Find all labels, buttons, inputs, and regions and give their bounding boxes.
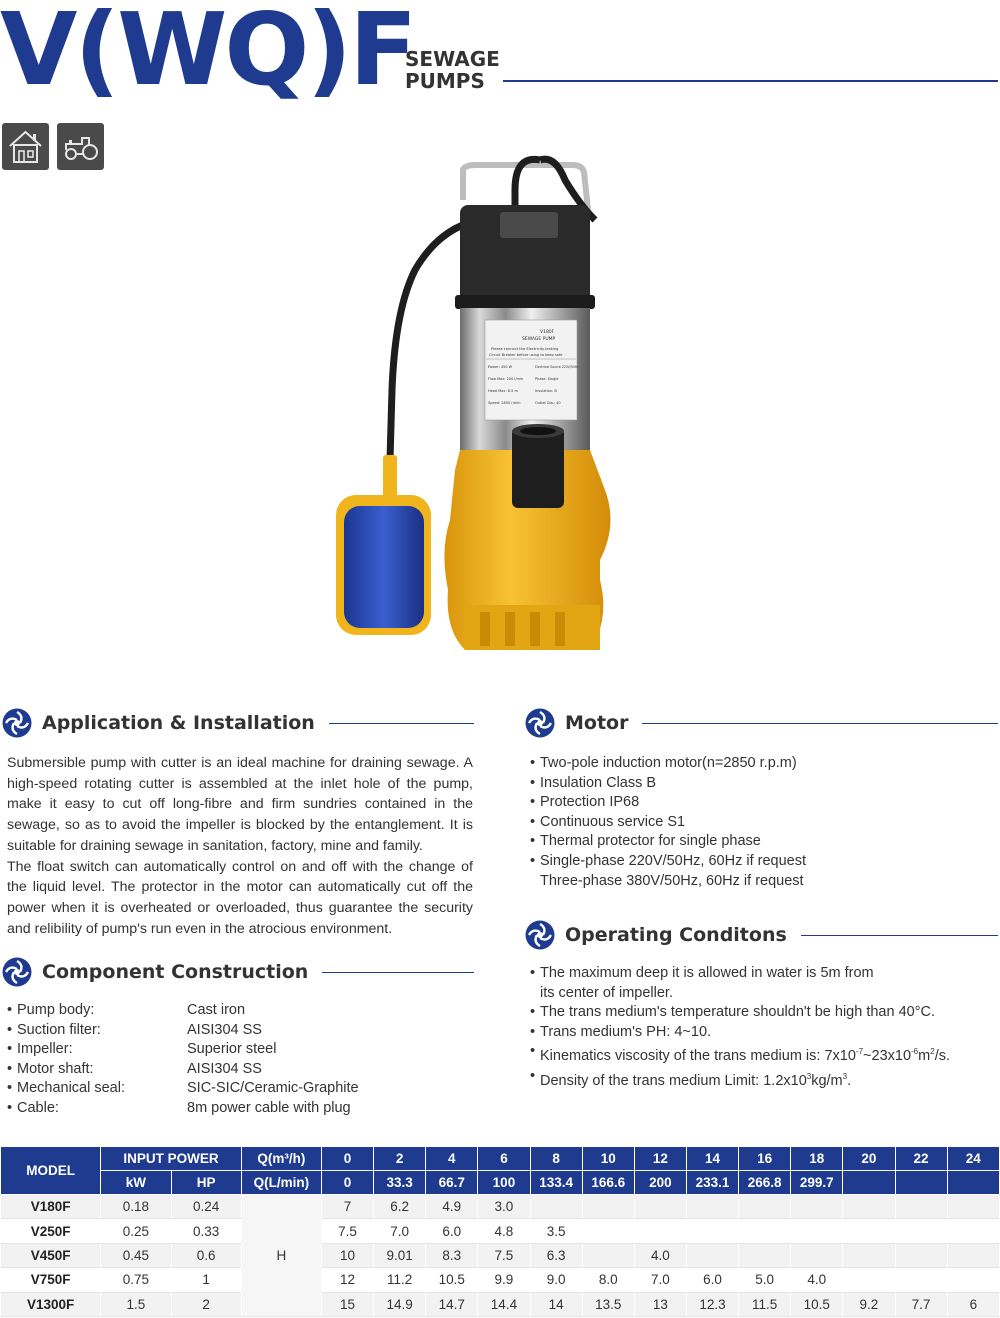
operating-item: • The trans medium's temperature shouldn't be high than 40°C. xyxy=(530,1003,950,1023)
q-m3h-cell: 20 xyxy=(843,1147,895,1171)
head-value-cell xyxy=(947,1268,999,1292)
head-value-cell xyxy=(895,1268,947,1292)
application-divider xyxy=(329,723,474,724)
head-value-cell: 7.5 xyxy=(478,1243,530,1267)
hp-cell: 2 xyxy=(171,1292,241,1316)
head-value-cell: 9.2 xyxy=(843,1292,895,1316)
operating-list xyxy=(530,964,950,1091)
head-value-cell xyxy=(791,1195,843,1219)
model-cell: V1300F xyxy=(1,1292,101,1316)
q-lmin-cell: 166.6 xyxy=(582,1171,634,1195)
table-row xyxy=(1,1195,1000,1219)
operating-divider xyxy=(801,935,998,936)
pump-label-flow: Flow Max: 200 l/min xyxy=(488,377,524,381)
motor-heading xyxy=(525,708,998,738)
q-lmin-cell: 299.7 xyxy=(791,1171,843,1195)
head-value-cell: 14 xyxy=(530,1292,582,1316)
head-value-cell: 7.0 xyxy=(374,1219,426,1243)
motor-item: • Single-phase 220V/50Hz, 60Hz if request xyxy=(530,852,806,872)
application-heading xyxy=(2,708,474,738)
head-value-cell xyxy=(947,1219,999,1243)
hp-cell: 0.24 xyxy=(171,1195,241,1219)
head-value-cell xyxy=(947,1243,999,1267)
kw-cell: 0.45 xyxy=(101,1243,171,1267)
model-cell: V450F xyxy=(1,1243,101,1267)
head-value-cell: 9.01 xyxy=(374,1243,426,1267)
model-header: MODEL xyxy=(1,1147,101,1195)
head-value-cell: 10.5 xyxy=(791,1292,843,1316)
motor-item: • Insulation Class B xyxy=(530,774,806,794)
pump-label-model: V180F xyxy=(540,330,555,335)
component-row xyxy=(7,1099,359,1119)
swirl-icon xyxy=(2,957,32,987)
q-m3h-cell: 18 xyxy=(791,1147,843,1171)
head-value-cell: 7 xyxy=(321,1195,373,1219)
motor-item: • Protection IP68 xyxy=(530,793,806,813)
head-value-cell: 3.0 xyxy=(478,1195,530,1219)
q-m3h-cell: 16 xyxy=(739,1147,791,1171)
q-lmin-cell: 133.4 xyxy=(530,1171,582,1195)
head-value-cell xyxy=(686,1219,738,1243)
pump-label-speed: Speed: 2850 r/min xyxy=(488,401,521,405)
head-value-cell: 3.5 xyxy=(530,1219,582,1243)
head-value-cell: 10.5 xyxy=(426,1268,478,1292)
operating-title: Operating Conditons xyxy=(565,924,787,946)
head-value-cell xyxy=(843,1219,895,1243)
head-value-cell: 15 xyxy=(321,1292,373,1316)
pump-label-insulation: Insulation: B xyxy=(535,389,557,393)
head-value-cell: 4.0 xyxy=(634,1243,686,1267)
q-lmin-cell: 200 xyxy=(634,1171,686,1195)
head-value-cell: 6.2 xyxy=(374,1195,426,1219)
pump-label-name: SEWAGE PUMP xyxy=(522,337,556,342)
h-label-cell: H xyxy=(241,1195,321,1317)
head-value-cell: 10 xyxy=(321,1243,373,1267)
application-title: Application & Installation xyxy=(42,712,315,734)
head-value-cell: 13 xyxy=(634,1292,686,1316)
q-lmin-cell xyxy=(895,1171,947,1195)
operating-item-viscosity: • Kinematics viscosity of the trans medium is: $7x10^{-7}\sim 23x10^{-6}m^2/s$. xyxy=(530,1042,950,1066)
component-value: 8m power cable with plug xyxy=(187,1099,351,1116)
head-value-cell: 12 xyxy=(321,1268,373,1292)
component-key: • Suction filter: xyxy=(7,1021,187,1041)
table-row xyxy=(1,1243,1000,1267)
component-title: Component Construction xyxy=(42,961,309,983)
head-value-cell xyxy=(739,1219,791,1243)
head-value-cell xyxy=(582,1243,634,1267)
model-cell: V250F xyxy=(1,1219,101,1243)
head-value-cell: 8.0 xyxy=(582,1268,634,1292)
table-row xyxy=(1,1219,1000,1243)
swirl-icon xyxy=(2,708,32,738)
pump-illustration xyxy=(300,150,640,670)
head-value-cell: 4.9 xyxy=(426,1195,478,1219)
motor-item-continuation: Three-phase 380V/50Hz, 60Hz if request xyxy=(540,872,804,889)
q-m3h-cell: 10 xyxy=(582,1147,634,1171)
pump-label-outlet: Outlet Dia.: 40 xyxy=(535,401,561,405)
kw-cell: 0.75 xyxy=(101,1268,171,1292)
operating-item-continuation: its center of impeller. xyxy=(540,984,673,1001)
q-m3h-cell: 2 xyxy=(374,1147,426,1171)
component-heading xyxy=(2,957,474,987)
kw-cell: 1.5 xyxy=(101,1292,171,1316)
head-value-cell: 7.7 xyxy=(895,1292,947,1316)
q-lmin-cell: 100 xyxy=(478,1171,530,1195)
head-value-cell: 11.5 xyxy=(739,1292,791,1316)
head-value-cell: 9.9 xyxy=(478,1268,530,1292)
head-value-cell xyxy=(791,1219,843,1243)
model-cell: V750F xyxy=(1,1268,101,1292)
component-key: • Impeller: xyxy=(7,1040,187,1060)
pump-label-phase: Phase: Single xyxy=(535,377,559,381)
q-m3h-cell: 4 xyxy=(426,1147,478,1171)
component-value: AISI304 SS xyxy=(187,1060,262,1077)
pump-label-power: Power: 450 W xyxy=(488,365,513,369)
hp-header: HP xyxy=(171,1171,241,1195)
head-value-cell xyxy=(895,1243,947,1267)
motor-list xyxy=(530,754,806,891)
page-subtitle xyxy=(405,48,500,92)
table-header-row-2 xyxy=(1,1171,1000,1195)
q-m3h-cell: 6 xyxy=(478,1147,530,1171)
head-value-cell: 6.0 xyxy=(686,1268,738,1292)
table-header-row-1 xyxy=(1,1147,1000,1171)
subtitle-line-2: PUMPS xyxy=(405,69,485,93)
component-row xyxy=(7,1079,359,1099)
head-value-cell xyxy=(843,1268,895,1292)
q-m3h-cell: 22 xyxy=(895,1147,947,1171)
q-m3h-cell: 12 xyxy=(634,1147,686,1171)
kw-cell: 0.18 xyxy=(101,1195,171,1219)
component-key: • Mechanical seal: xyxy=(7,1079,187,1099)
subtitle-line-1: SEWAGE xyxy=(405,47,500,71)
hp-cell: 1 xyxy=(171,1268,241,1292)
head-value-cell: 5.0 xyxy=(739,1268,791,1292)
head-value-cell: 6 xyxy=(947,1292,999,1316)
tractor-icon xyxy=(57,123,104,170)
head-value-cell: 11.2 xyxy=(374,1268,426,1292)
swirl-icon xyxy=(525,708,555,738)
component-value: Cast iron xyxy=(187,1002,246,1018)
q-m3h-cell: 24 xyxy=(947,1147,999,1171)
head-value-cell xyxy=(686,1195,738,1219)
component-value: AISI304 SS xyxy=(187,1021,262,1038)
head-value-cell: 6.3 xyxy=(530,1243,582,1267)
head-value-cell: 14.7 xyxy=(426,1292,478,1316)
head-value-cell xyxy=(843,1195,895,1219)
head-value-cell: 4.8 xyxy=(478,1219,530,1243)
head-value-cell: 12.3 xyxy=(686,1292,738,1316)
q-lmin-cell xyxy=(947,1171,999,1195)
model-cell: V180F xyxy=(1,1195,101,1219)
head-value-cell xyxy=(895,1219,947,1243)
head-value-cell: 7.5 xyxy=(321,1219,373,1243)
page-title: V(WQ)F xyxy=(0,0,415,108)
performance-table xyxy=(0,1146,1000,1317)
table-row xyxy=(1,1268,1000,1292)
component-value: SIC-SIC/Ceramic-Graphite xyxy=(187,1080,359,1097)
head-value-cell xyxy=(634,1219,686,1243)
motor-divider xyxy=(642,723,998,724)
house-icon xyxy=(2,123,49,170)
swirl-icon xyxy=(525,920,555,950)
head-value-cell xyxy=(582,1195,634,1219)
component-row xyxy=(7,1001,359,1021)
component-key: • Motor shaft: xyxy=(7,1060,187,1080)
head-value-cell: 6.0 xyxy=(426,1219,478,1243)
head-value-cell: 8.3 xyxy=(426,1243,478,1267)
head-value-cell xyxy=(582,1219,634,1243)
motor-item: • Continuous service S1 xyxy=(530,813,806,833)
component-divider xyxy=(322,972,474,973)
operating-item-density: • Density of the trans medium Limit: $1.2x10^3kg/m^3$. xyxy=(530,1067,950,1091)
head-value-cell xyxy=(634,1195,686,1219)
head-value-cell: 14.9 xyxy=(374,1292,426,1316)
q-lmin-cell: 266.8 xyxy=(739,1171,791,1195)
head-value-cell xyxy=(791,1243,843,1267)
q-m3h-header: Q(m³/h) xyxy=(241,1147,321,1171)
head-value-cell: 7.0 xyxy=(634,1268,686,1292)
application-paragraph-1: Submersible pump with cutter is an ideal machine for draining sewage. A high-speed rotating cutter is assembled at the inlet hole of the pump, make it easy to cut off long-fibre and firm sundries contained in the sewage, so as to avoid the impeller is blocked by the entanglement. It is suitable for draining sewage in sanitation, factory, mine and family. xyxy=(7,755,473,854)
component-value: Superior steel xyxy=(187,1041,277,1058)
motor-title: Motor xyxy=(565,712,629,734)
head-value-cell xyxy=(739,1195,791,1219)
head-value-cell xyxy=(947,1195,999,1219)
operating-heading xyxy=(525,920,998,950)
head-value-cell: 14.4 xyxy=(478,1292,530,1316)
head-value-cell xyxy=(895,1195,947,1219)
pump-label-warning-1: Please connect the Electricity-leaking xyxy=(491,347,559,351)
application-text xyxy=(7,753,473,939)
operating-item: • The maximum deep it is allowed in water is 5m from xyxy=(530,964,950,984)
head-value-cell xyxy=(686,1243,738,1267)
head-value-cell: 9.0 xyxy=(530,1268,582,1292)
application-paragraph-2: The float switch can automatically control on and off with the change of the liquid level. The protector in the motor can automatically cut off the power when it is overheated or overloaded, thus guarantee the security and relibility of pump's run even in the atrocious environment. xyxy=(7,858,473,937)
head-value-cell xyxy=(739,1243,791,1267)
pump-label-electrical: Electrical Source 220V/50Hz xyxy=(535,365,579,369)
component-row xyxy=(7,1021,359,1041)
q-m3h-cell: 0 xyxy=(321,1147,373,1171)
q-lmin-header: Q(L/min) xyxy=(241,1171,321,1195)
operating-item: • Trans medium's PH: 4~10. xyxy=(530,1023,950,1043)
kw-header: kW xyxy=(101,1171,171,1195)
motor-item: • Two-pole induction motor(n=2850 r.p.m) xyxy=(530,754,806,774)
head-value-cell: 4.0 xyxy=(791,1268,843,1292)
head-value-cell xyxy=(843,1243,895,1267)
component-row xyxy=(7,1060,359,1080)
hp-cell: 0.33 xyxy=(171,1219,241,1243)
q-m3h-cell: 14 xyxy=(686,1147,738,1171)
head-value-cell: 13.5 xyxy=(582,1292,634,1316)
q-lmin-cell: 0 xyxy=(321,1171,373,1195)
motor-item: • Thermal protector for single phase xyxy=(530,832,806,852)
q-lmin-cell: 233.1 xyxy=(686,1171,738,1195)
q-lmin-cell: 33.3 xyxy=(374,1171,426,1195)
component-key: • Cable: xyxy=(7,1099,187,1119)
kw-cell: 0.25 xyxy=(101,1219,171,1243)
q-lmin-cell: 66.7 xyxy=(426,1171,478,1195)
pump-label-warning-2: Circuit Breaker before using to keep safe xyxy=(489,353,563,357)
q-m3h-cell: 8 xyxy=(530,1147,582,1171)
component-key: • Pump body: xyxy=(7,1001,187,1021)
header-divider xyxy=(503,80,998,82)
q-lmin-cell xyxy=(843,1171,895,1195)
input-power-header: INPUT POWER xyxy=(101,1147,241,1171)
component-list xyxy=(7,1001,359,1119)
table-row xyxy=(1,1292,1000,1316)
hp-cell: 0.6 xyxy=(171,1243,241,1267)
head-value-cell xyxy=(530,1195,582,1219)
component-row xyxy=(7,1040,359,1060)
pump-label-head: Head Max: 8.5 m xyxy=(488,389,518,393)
